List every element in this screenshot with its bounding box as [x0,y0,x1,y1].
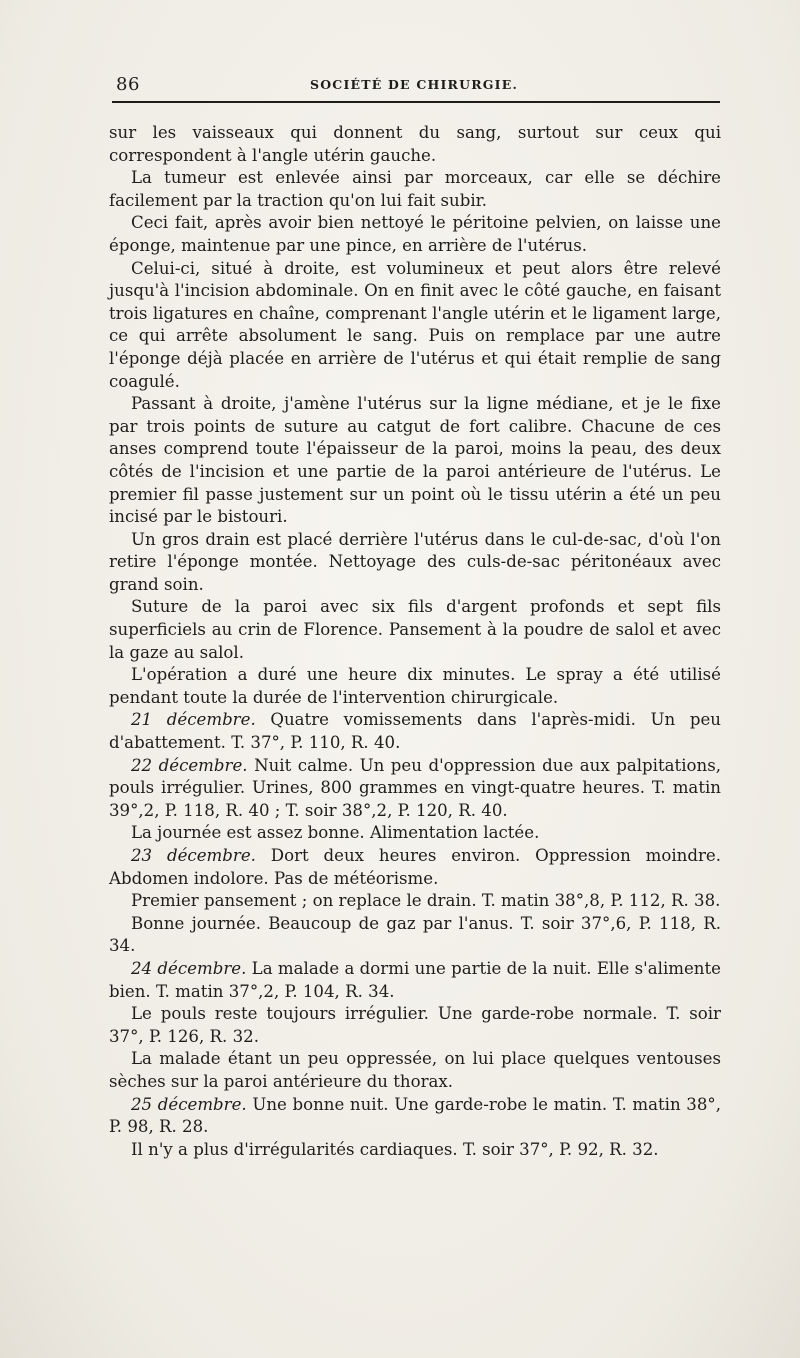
body-text [109,122,721,1161]
paragraph: Le pouls reste toujours irrégulier. Une garde-robe normale. T. soir 37°, P. 126, R. 32. [109,1004,721,1046]
page-number: 86 [116,74,140,95]
entry-date: 22 décembre. [131,755,248,775]
paragraph: La tumeur est enlevée ainsi par morceaux, car elle se déchire facilement par la traction qu'on lui fait subir. [109,168,721,210]
paragraph: L'opération a duré une heure dix minutes. Le spray a été utilisé pendant toute la durée de l'intervention chirurgicale. [109,665,721,707]
dated-entry: 23 décembre. Dort deux heures environ. Oppression moindre. Abdomen indolore. Pas de météorisme. [109,846,721,888]
entry-date: 23 décembre. [131,846,256,865]
header-rule [112,101,720,103]
paragraph: Celui-ci, situé à droite, est volumineux et peut alors être relevé jusqu'à l'incision abdominale. On en finit avec le côté gauche, en faisant trois ligatures en chaîne, comprenant l'angle utérin et le ligament large, ce qui arrête absolument le sang. Puis on remplace par une autre l'éponge déjà placée en arrière de l'utérus et qui était remplie de sang coagulé. [109,258,721,391]
paragraph: Passant à droite, j'amène l'utérus sur la ligne médiane, et je le fixe par trois points de suture au catgut de fort calibre. Chacune de ces anses comprend toute l'épaisseur de la paroi, moins la peau, des deux côtés de l'incision et une partie de la paroi antérieure de l'utérus. Le premier fil passe justement sur un point où le tissu utérin a été un peu incisé par le bistouri. [109,394,721,527]
running-header [108,74,720,96]
paragraph: La journée est assez bonne. Alimentation lactée. [131,823,540,843]
paragraph: sur les vaisseaux qui donnent du sang, surtout sur ceux qui correspondent à l'angle utérin gauche. [109,123,721,165]
paragraph: Bonne journée. Beaucoup de gaz par l'anus. T. soir 37°,6, P. 118, R. 34. [109,913,721,956]
dated-entry: 22 décembre. Nuit calme. Un peu d'oppression due aux palpitations, pouls irrégulier. Urines, 800 grammes en vingt-quatre heures. T. matin 39°,2, P. 118, R. 40 ; T. soir 38°,2, P. 120, R. 40. [109,755,721,820]
dated-entry: 24 décembre. La malade a dormi une partie de la nuit. Elle s'alimente bien. T. matin 37°,2, P. 104, R. 34. [109,958,721,1001]
paragraph: Un gros drain est placé derrière l'utérus dans le cul-de-sac, d'où l'on retire l'éponge montée. Nettoyage des culs-de-sac péritonéaux avec grand soin. [109,529,721,594]
running-title: SOCIÉTÉ DE CHIRURGIE. [309,77,519,92]
paragraph: Ceci fait, après avoir bien nettoyé le péritoine pelvien, on laisse une éponge, maintenue par une pince, en arrière de l'utérus. [109,213,721,255]
entry-date: 21 décembre. [131,710,256,730]
dated-entry: 25 décembre. Une bonne nuit. Une garde-robe le matin. T. matin 38°, P. 98, R. 28. [109,1094,721,1137]
dated-entry: 21 décembre. Quatre vomissements dans l'après-midi. Un peu d'abattement. T. 37°, P. 110, R. 40. [109,710,721,753]
paragraph: Il n'y a plus d'irrégularités cardiaques. T. soir 37°, P. 92, R. 32. [131,1139,659,1159]
entry-date: 25 décembre. [131,1094,247,1114]
paragraph: Premier pansement ; on replace le drain. T. matin 38°,8, P. 112, R. 38. [131,891,721,911]
paragraph: Suture de la paroi avec six fils d'argent profonds et sept fils superficiels au crin de Florence. Pansement à la poudre de salol et avec la gaze au salol. [109,597,721,662]
entry-date: 24 décembre. [131,958,247,978]
paragraph: La malade étant un peu oppressée, on lui place quelques ventouses sèches sur la paroi antérieure du thorax. [109,1049,721,1091]
